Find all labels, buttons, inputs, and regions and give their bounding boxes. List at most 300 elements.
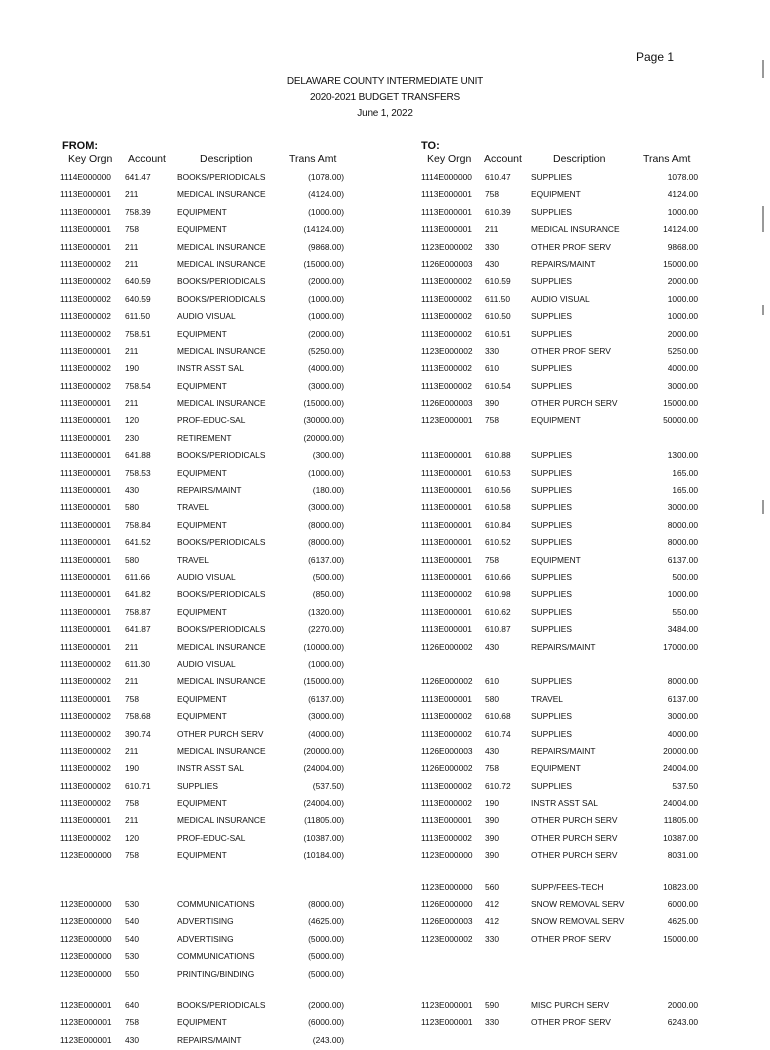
to-description: SNOW REMOVAL SERV [531, 899, 625, 910]
from-account: 211 [125, 815, 139, 826]
to-key-orgn: 1123E000002 [421, 241, 473, 252]
from-trans-amt: (5000.00) [308, 951, 344, 962]
to-trans-amt: 1300.00 [667, 450, 698, 461]
from-description: AUDIO VISUAL [177, 658, 236, 669]
to-trans-amt: 10823.00 [663, 881, 698, 892]
to-trans-amt: 4000.00 [667, 363, 698, 374]
from-key-orgn: 1123E000000 [60, 951, 112, 962]
to-key-orgn: 1113E000002 [421, 589, 472, 600]
table-row [0, 257, 770, 274]
from-key-orgn: 1113E000002 [60, 328, 111, 339]
table-row [0, 379, 770, 396]
from-description: BOOKS/PERIODICALS [177, 450, 266, 461]
from-description: OTHER PURCH SERV [177, 728, 264, 739]
from-description: INSTR ASST SAL [177, 363, 244, 374]
table-row [0, 622, 770, 639]
to-account: 758 [485, 763, 499, 774]
from-account: 758.87 [125, 606, 151, 617]
from-account: 211 [125, 745, 139, 756]
from-trans-amt: (1000.00) [308, 206, 344, 217]
from-key-orgn: 1113E000001 [60, 206, 111, 217]
to-trans-amt: 4124.00 [667, 189, 698, 200]
from-description: MEDICAL INSURANCE [177, 745, 266, 756]
to-trans-amt: 14124.00 [663, 224, 698, 235]
table-row [0, 657, 770, 674]
to-trans-amt: 15000.00 [663, 398, 698, 409]
table-row [0, 848, 770, 865]
from-key-orgn: 1113E000001 [60, 415, 111, 426]
to-account: 430 [485, 641, 499, 652]
from-trans-amt: (5000.00) [308, 933, 344, 944]
from-key-orgn: 1113E000002 [60, 711, 111, 722]
to-description: OTHER PURCH SERV [531, 832, 618, 843]
from-key-orgn: 1113E000001 [60, 554, 111, 565]
from-description: COMMUNICATIONS [177, 899, 255, 910]
from-description: BOOKS/PERIODICALS [177, 589, 266, 600]
to-account: 610.68 [485, 711, 511, 722]
from-description: EQUIPMENT [177, 519, 227, 530]
table-row [0, 914, 770, 931]
from-key-orgn: 1113E000001 [60, 345, 111, 356]
from-key-orgn: 1123E000001 [60, 999, 112, 1010]
from-description: EQUIPMENT [177, 693, 227, 704]
to-key-orgn: 1113E000001 [421, 571, 472, 582]
table-row [0, 587, 770, 604]
from-description: MEDICAL INSURANCE [177, 345, 266, 356]
to-key-orgn: 1113E000001 [421, 224, 472, 235]
from-description: EQUIPMENT [177, 224, 227, 235]
to-description: EQUIPMENT [531, 763, 581, 774]
to-trans-amt: 2000.00 [667, 999, 698, 1010]
to-description: SUPPLIES [531, 537, 572, 548]
table-row [0, 187, 770, 204]
from-description: INSTR ASST SAL [177, 763, 244, 774]
to-trans-amt: 165.00 [672, 485, 698, 496]
from-key-orgn: 1113E000001 [60, 815, 111, 826]
table-row [0, 327, 770, 344]
from-trans-amt: (4625.00) [308, 916, 344, 927]
from-account: 758.51 [125, 328, 151, 339]
table-row [0, 761, 770, 778]
to-key-orgn: 1123E000000 [421, 881, 473, 892]
from-trans-amt: (24004.00) [303, 798, 344, 809]
to-key-orgn: 1113E000001 [421, 537, 472, 548]
to-account: 412 [485, 899, 499, 910]
from-account: 758 [125, 1017, 139, 1028]
from-account: 611.50 [125, 311, 150, 322]
from-account: 580 [125, 502, 139, 513]
from-description: MEDICAL INSURANCE [177, 258, 266, 269]
to-description: SNOW REMOVAL SERV [531, 916, 625, 927]
from-description: AUDIO VISUAL [177, 571, 236, 582]
document-org-heading: DELAWARE COUNTY INTERMEDIATE UNIT [286, 76, 484, 87]
to-trans-amt: 550.00 [672, 606, 698, 617]
from-trans-amt: (3000.00) [308, 502, 344, 513]
from-account: 758.53 [125, 467, 151, 478]
from-col-description: Description [200, 153, 253, 165]
from-col-trans-amt: Trans Amt [289, 153, 337, 165]
table-row [0, 309, 770, 326]
from-key-orgn: 1114E000000 [60, 172, 111, 182]
table-row [0, 570, 770, 587]
to-account: 610.72 [485, 780, 511, 791]
to-description: REPAIRS/MAINT [531, 258, 596, 269]
to-account: 610.56 [485, 485, 511, 496]
from-trans-amt: (2270.00) [308, 624, 344, 635]
from-trans-amt: (5250.00) [308, 345, 344, 356]
from-description: TRAVEL [177, 502, 209, 513]
from-description: MEDICAL INSURANCE [177, 189, 266, 200]
from-account: 758 [125, 693, 139, 704]
from-account: 211 [125, 258, 139, 269]
to-trans-amt: 4625.00 [667, 916, 698, 927]
table-row [0, 535, 770, 552]
to-key-orgn: 1126E000002 [421, 676, 473, 687]
to-col-description: Description [553, 153, 606, 165]
to-description: SUPPLIES [531, 624, 572, 635]
from-description: EQUIPMENT [177, 380, 227, 391]
from-trans-amt: (10000.00) [303, 641, 344, 652]
from-trans-amt: (20000.00) [303, 745, 344, 756]
table-row [0, 692, 770, 709]
margin-mark [762, 500, 764, 514]
to-description: OTHER PROF SERV [531, 241, 611, 252]
to-account: 610.58 [485, 502, 511, 513]
table-row [0, 222, 770, 239]
from-account: 611.30 [125, 658, 150, 669]
from-description: MEDICAL INSURANCE [177, 676, 266, 687]
from-description: PRINTING/BINDING [177, 968, 255, 979]
from-description: BOOKS/PERIODICALS [177, 276, 266, 287]
table-row [0, 240, 770, 257]
to-account: 610.84 [485, 519, 511, 530]
table-row [0, 448, 770, 465]
from-trans-amt: (850.00) [312, 589, 344, 600]
to-col-account: Account [484, 153, 522, 165]
from-key-orgn: 1113E000001 [60, 519, 111, 530]
table-row [0, 813, 770, 830]
table-row [0, 605, 770, 622]
to-key-orgn: 1113E000002 [421, 780, 472, 791]
to-key-orgn: 1113E000001 [421, 554, 472, 565]
from-description: EQUIPMENT [177, 798, 227, 809]
from-description: EQUIPMENT [177, 711, 227, 722]
to-key-orgn: 1114E000000 [421, 172, 472, 182]
from-trans-amt: (5000.00) [308, 968, 344, 979]
from-description: BOOKS/PERIODICALS [177, 172, 266, 182]
document-title: 2020-2021 BUDGET TRANSFERS [309, 92, 461, 103]
table-row [0, 709, 770, 726]
to-account: 611.50 [485, 293, 510, 304]
from-account: 540 [125, 916, 139, 927]
from-key-orgn: 1113E000001 [60, 450, 111, 461]
to-key-orgn: 1126E000003 [421, 398, 473, 409]
from-account: 211 [125, 641, 139, 652]
to-trans-amt: 3000.00 [667, 502, 698, 513]
to-account: 610.87 [485, 624, 511, 635]
to-description: MEDICAL INSURANCE [531, 224, 620, 235]
table-row [0, 727, 770, 744]
to-trans-amt: 1000.00 [667, 206, 698, 217]
from-trans-amt: (243.00) [312, 1034, 344, 1045]
to-description: SUPPLIES [531, 363, 572, 374]
to-key-orgn: 1123E000002 [421, 933, 473, 944]
from-account: 211 [125, 345, 139, 356]
to-account: 560 [485, 881, 499, 892]
to-trans-amt: 17000.00 [663, 641, 698, 652]
from-trans-amt: (2000.00) [308, 328, 344, 339]
from-key-orgn: 1113E000002 [60, 363, 111, 374]
from-trans-amt: (10184.00) [303, 850, 344, 861]
to-description: SUPPLIES [531, 467, 572, 478]
from-key-orgn: 1113E000001 [60, 398, 111, 409]
from-trans-amt: (15000.00) [303, 398, 344, 409]
to-trans-amt: 6137.00 [667, 554, 698, 565]
to-key-orgn: 1126E000002 [421, 641, 473, 652]
from-description: BOOKS/PERIODICALS [177, 293, 266, 304]
from-account: 641.87 [125, 624, 151, 635]
to-description: SUPPLIES [531, 172, 572, 182]
to-account: 610 [485, 676, 499, 687]
from-account: 611.66 [125, 571, 150, 582]
table-row [0, 553, 770, 570]
from-account: 190 [125, 763, 139, 774]
to-description: MISC PURCH SERV [531, 999, 610, 1010]
from-description: TRAVEL [177, 554, 209, 565]
from-description: ADVERTISING [177, 933, 234, 944]
to-description: SUPPLIES [531, 728, 572, 739]
from-account: 758.84 [125, 519, 151, 530]
from-description: SUPPLIES [177, 780, 218, 791]
from-key-orgn: 1113E000001 [60, 432, 111, 443]
from-account: 640.59 [125, 276, 151, 287]
from-trans-amt: (20000.00) [303, 432, 344, 443]
to-key-orgn: 1113E000001 [421, 467, 472, 478]
from-key-orgn: 1113E000001 [60, 485, 111, 496]
to-trans-amt: 8000.00 [667, 537, 698, 548]
from-account: 641.88 [125, 450, 151, 461]
from-account: 758 [125, 224, 139, 235]
to-key-orgn: 1113E000002 [421, 276, 472, 287]
from-description: AUDIO VISUAL [177, 311, 236, 322]
to-trans-amt: 3484.00 [667, 624, 698, 635]
to-trans-amt: 9868.00 [667, 241, 698, 252]
to-key-orgn: 1126E000003 [421, 916, 473, 927]
table-row [0, 932, 770, 949]
to-key-orgn: 1113E000002 [421, 380, 472, 391]
to-description: SUPPLIES [531, 276, 572, 287]
from-trans-amt: (2000.00) [308, 999, 344, 1010]
from-account: 641.82 [125, 589, 151, 600]
to-account: 610 [485, 363, 499, 374]
to-key-orgn: 1113E000002 [421, 328, 472, 339]
from-key-orgn: 1113E000002 [60, 676, 111, 687]
from-key-orgn: 1113E000002 [60, 276, 111, 287]
to-key-orgn: 1113E000001 [421, 693, 472, 704]
from-key-orgn: 1113E000002 [60, 728, 111, 739]
to-trans-amt: 8000.00 [667, 519, 698, 530]
table-row [0, 361, 770, 378]
to-trans-amt: 6000.00 [667, 899, 698, 910]
from-description: EQUIPMENT [177, 467, 227, 478]
to-trans-amt: 15000.00 [663, 258, 698, 269]
to-section-label: TO: [421, 140, 440, 152]
to-account: 610.53 [485, 467, 511, 478]
from-account: 758.39 [125, 206, 151, 217]
from-account: 641.47 [125, 172, 151, 182]
to-description: REPAIRS/MAINT [531, 641, 596, 652]
to-account: 580 [485, 693, 499, 704]
table-row [0, 796, 770, 813]
to-account: 330 [485, 241, 499, 252]
from-trans-amt: (4124.00) [308, 189, 344, 200]
to-key-orgn: 1113E000002 [421, 311, 472, 322]
to-key-orgn: 1113E000001 [421, 502, 472, 513]
to-account: 590 [485, 999, 499, 1010]
from-trans-amt: (8000.00) [308, 899, 344, 910]
to-key-orgn: 1113E000001 [421, 624, 472, 635]
to-description: TRAVEL [531, 693, 563, 704]
from-description: MEDICAL INSURANCE [177, 398, 266, 409]
to-account: 610.62 [485, 606, 511, 617]
from-key-orgn: 1113E000001 [60, 641, 111, 652]
to-description: SUPPLIES [531, 328, 572, 339]
from-key-orgn: 1113E000002 [60, 745, 111, 756]
from-account: 758 [125, 850, 139, 861]
to-col-key-orgn: Key Orgn [427, 153, 472, 165]
to-account: 390 [485, 815, 499, 826]
from-key-orgn: 1113E000002 [60, 780, 111, 791]
to-description: SUPPLIES [531, 780, 572, 791]
from-trans-amt: (300.00) [312, 450, 344, 461]
to-trans-amt: 6137.00 [667, 693, 698, 704]
to-account: 390 [485, 850, 499, 861]
from-key-orgn: 1113E000002 [60, 380, 111, 391]
to-trans-amt: 6243.00 [667, 1017, 698, 1028]
to-trans-amt: 5250.00 [667, 345, 698, 356]
table-row [0, 674, 770, 691]
to-key-orgn: 1113E000002 [421, 832, 472, 843]
from-account: 758 [125, 798, 139, 809]
to-trans-amt: 3000.00 [667, 711, 698, 722]
to-trans-amt: 4000.00 [667, 728, 698, 739]
to-description: SUPPLIES [531, 711, 572, 722]
table-row [0, 413, 770, 430]
to-description: SUPP/FEES-TECH [531, 881, 604, 892]
to-trans-amt: 2000.00 [667, 276, 698, 287]
from-trans-amt: (6000.00) [308, 1017, 344, 1028]
to-key-orgn: 1113E000001 [421, 189, 472, 200]
to-description: EQUIPMENT [531, 554, 581, 565]
to-key-orgn: 1113E000001 [421, 519, 472, 530]
to-key-orgn: 1123E000001 [421, 999, 473, 1010]
to-account: 430 [485, 745, 499, 756]
from-account: 641.52 [125, 537, 151, 548]
to-description: OTHER PROF SERV [531, 933, 611, 944]
to-trans-amt: 3000.00 [667, 380, 698, 391]
to-description: SUPPLIES [531, 676, 572, 687]
from-description: EQUIPMENT [177, 850, 227, 861]
from-account: 430 [125, 485, 139, 496]
from-account: 190 [125, 363, 139, 374]
to-description: SUPPLIES [531, 519, 572, 530]
to-key-orgn: 1113E000001 [421, 606, 472, 617]
to-trans-amt: 165.00 [672, 467, 698, 478]
from-account: 211 [125, 398, 139, 409]
from-description: COMMUNICATIONS [177, 951, 255, 962]
table-row [0, 170, 770, 187]
from-description: EQUIPMENT [177, 206, 227, 217]
from-key-orgn: 1113E000001 [60, 467, 111, 478]
to-col-trans-amt: Trans Amt [643, 153, 691, 165]
from-account: 390.74 [125, 728, 151, 739]
to-key-orgn: 1113E000001 [421, 815, 472, 826]
from-description: EQUIPMENT [177, 606, 227, 617]
from-trans-amt: (8000.00) [308, 519, 344, 530]
to-description: EQUIPMENT [531, 415, 581, 426]
to-account: 610.54 [485, 380, 511, 391]
to-account: 412 [485, 916, 499, 927]
from-key-orgn: 1123E000000 [60, 916, 112, 927]
to-description: AUDIO VISUAL [531, 293, 590, 304]
page-number: Page 1 [636, 50, 675, 64]
to-description: OTHER PURCH SERV [531, 398, 618, 409]
margin-mark [762, 60, 764, 78]
to-account: 610.51 [485, 328, 511, 339]
from-account: 211 [125, 189, 139, 200]
table-row [0, 396, 770, 413]
table-row [0, 518, 770, 535]
margin-mark [762, 305, 764, 315]
from-key-orgn: 1123E000001 [60, 1017, 112, 1028]
to-key-orgn: 1113E000002 [421, 363, 472, 374]
to-account: 610.98 [485, 589, 511, 600]
from-account: 610.71 [125, 780, 151, 791]
from-trans-amt: (9868.00) [308, 241, 344, 252]
from-trans-amt: (500.00) [312, 571, 344, 582]
to-account: 610.47 [485, 172, 511, 182]
to-trans-amt: 2000.00 [667, 328, 698, 339]
from-trans-amt: (1000.00) [308, 658, 344, 669]
from-trans-amt: (180.00) [312, 485, 344, 496]
to-key-orgn: 1126E000003 [421, 745, 473, 756]
from-key-orgn: 1113E000002 [60, 658, 111, 669]
from-key-orgn: 1123E000000 [60, 968, 112, 979]
to-account: 758 [485, 189, 499, 200]
from-description: RETIREMENT [177, 432, 232, 443]
from-trans-amt: (30000.00) [303, 415, 344, 426]
from-account: 540 [125, 933, 139, 944]
from-trans-amt: (4000.00) [308, 363, 344, 374]
from-trans-amt: (2000.00) [308, 276, 344, 287]
to-description: INSTR ASST SAL [531, 798, 598, 809]
table-row [0, 640, 770, 657]
to-description: SUPPLIES [531, 450, 572, 461]
table-row [0, 1015, 770, 1032]
table-row [0, 483, 770, 500]
table-row [0, 949, 770, 966]
from-key-orgn: 1113E000002 [60, 832, 111, 843]
table-row [0, 205, 770, 222]
from-description: BOOKS/PERIODICALS [177, 624, 266, 635]
table-row [0, 344, 770, 361]
from-trans-amt: (15000.00) [303, 258, 344, 269]
from-trans-amt: (15000.00) [303, 676, 344, 687]
to-account: 758 [485, 554, 499, 565]
from-trans-amt: (1000.00) [308, 311, 344, 322]
from-account: 530 [125, 951, 139, 962]
table-row [0, 274, 770, 291]
